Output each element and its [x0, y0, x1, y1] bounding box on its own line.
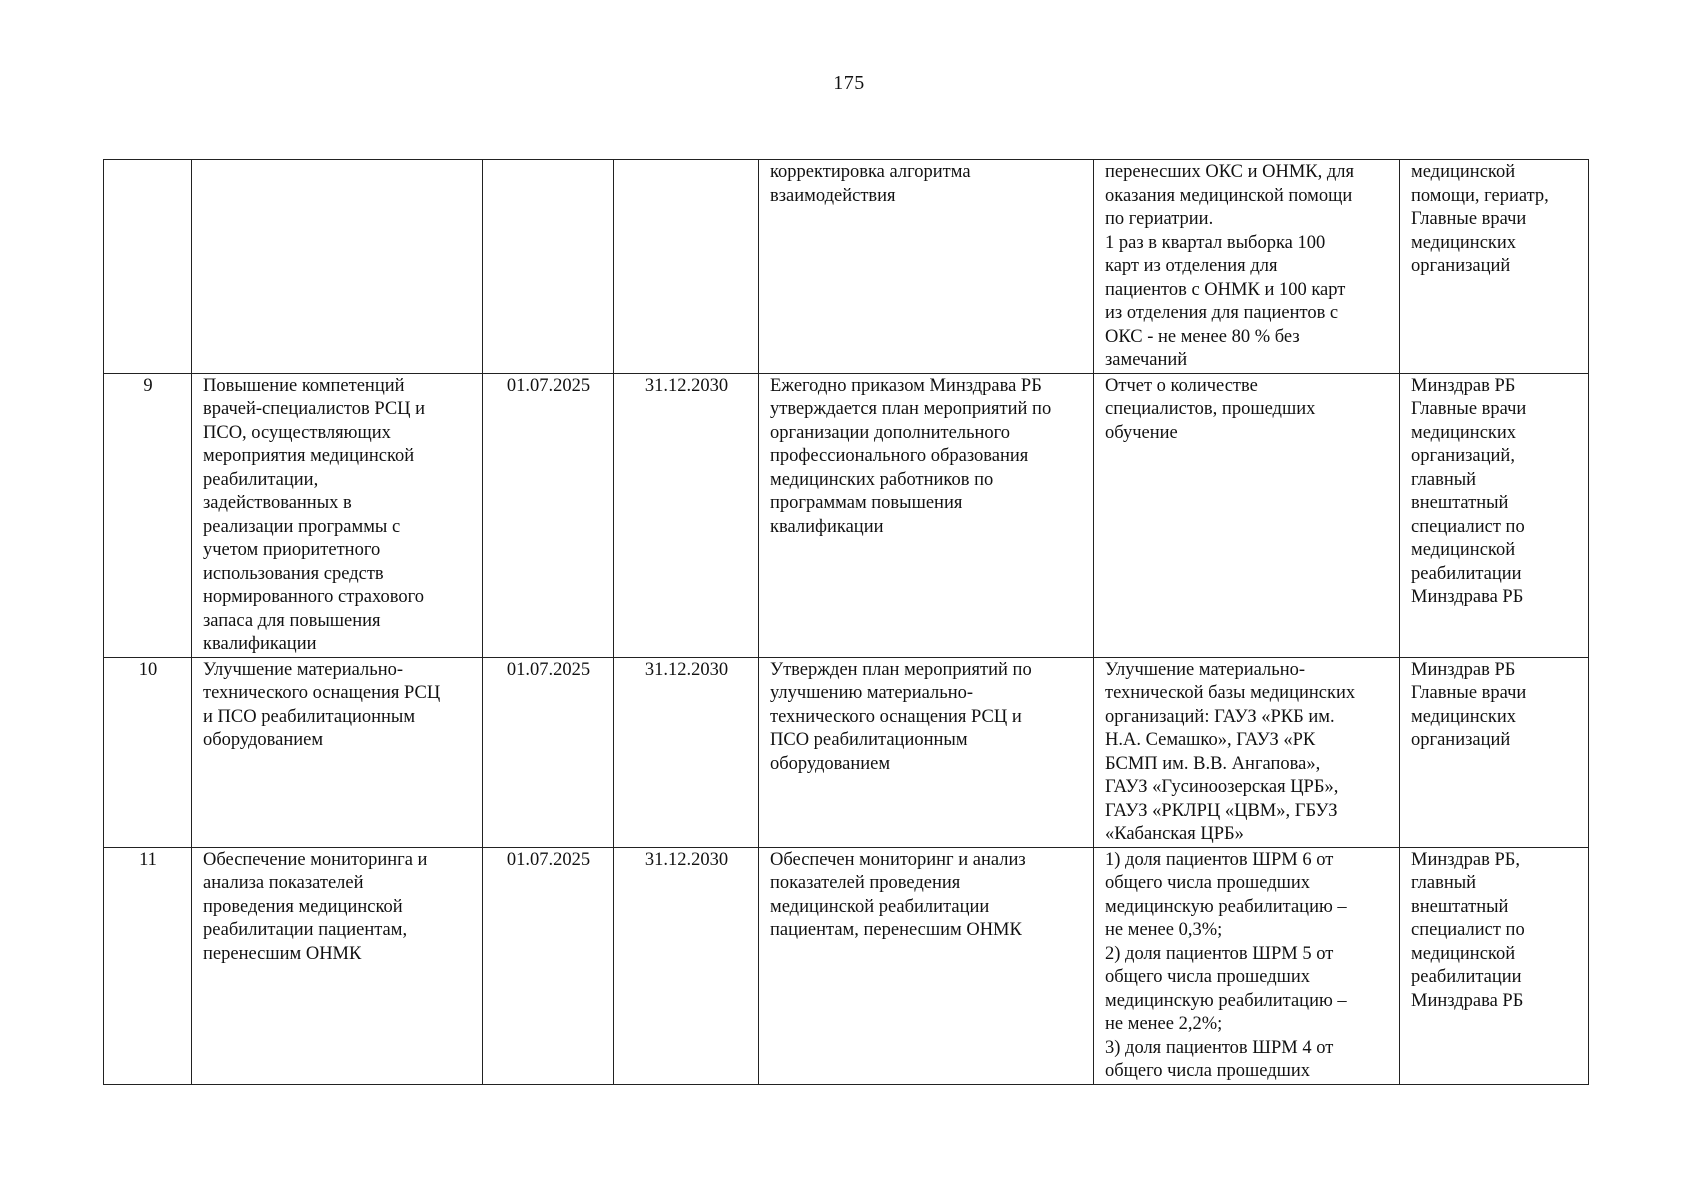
- text-line: Главные врачи: [1411, 399, 1527, 419]
- row-number: 9: [104, 373, 192, 657]
- text-line: организации дополнительного: [770, 422, 1011, 443]
- indicator-cell: [1094, 657, 1400, 847]
- responsible-cell: [1400, 657, 1589, 847]
- table-row: [104, 847, 1589, 1084]
- end-date-cell: 31.12.2030: [614, 847, 759, 1084]
- text-line: реабилитации: [1411, 563, 1522, 584]
- activity-name-cell: [192, 373, 483, 657]
- table-row: [104, 160, 1589, 374]
- text-line: БСМП им. В.В. Ангапова»,: [1105, 753, 1321, 774]
- text-line: нормированного страхового: [203, 587, 424, 607]
- text-line: медицинскую реабилитацию –: [1105, 990, 1347, 1011]
- text-line: обучение: [1105, 422, 1178, 443]
- text-line: внештатный: [1411, 896, 1509, 917]
- text-line: Утвержден план мероприятий по: [770, 659, 1032, 680]
- text-line: по гериатрии.: [1105, 209, 1214, 229]
- text-line: Минздрав РБ: [1411, 375, 1516, 396]
- text-line: Минздрав РБ,: [1411, 849, 1520, 870]
- text-line: задействованных в: [203, 493, 352, 513]
- text-line: перенесших ОКС и ОНМК, для: [1105, 162, 1355, 182]
- indicator-cell: [1094, 160, 1400, 374]
- text-line: пациентам, перенесшим ОНМК: [770, 920, 1022, 940]
- expected-result-cell: [759, 160, 1094, 374]
- page-number: 175: [833, 72, 865, 94]
- text-line: оборудованием: [770, 753, 891, 774]
- end-date-cell: 31.12.2030: [614, 373, 759, 657]
- text-line: 1) доля пациентов ШРМ 6 от: [1105, 849, 1334, 870]
- text-line: специалистов, прошедших: [1105, 399, 1316, 419]
- expected-result-cell: [759, 373, 1094, 657]
- end-date-cell: [614, 160, 759, 374]
- text-line: общего числа прошедших: [1105, 967, 1311, 987]
- text-line: Минздрав РБ: [1411, 659, 1516, 680]
- text-line: проведения медицинской: [203, 896, 403, 917]
- start-date-cell: [483, 160, 614, 374]
- text-line: общего числа прошедших: [1105, 873, 1311, 893]
- text-line: специалист по: [1411, 920, 1525, 940]
- row-number: 11: [104, 847, 192, 1084]
- text-line: перенесшим ОНМК: [203, 943, 362, 964]
- responsible-cell: [1400, 160, 1589, 374]
- text-line: и ПСО реабилитационным: [203, 706, 416, 727]
- text-line: Ежегодно приказом Минздрава РБ: [770, 375, 1042, 396]
- text-line: организаций: [1411, 730, 1511, 750]
- text-line: учетом приоритетного: [203, 540, 381, 560]
- responsible-cell: [1400, 847, 1589, 1084]
- text-line: технического оснащения РСЦ и: [770, 706, 1022, 727]
- text-line: ГАУЗ «РКЛРЦ «ЦВМ», ГБУЗ: [1105, 800, 1338, 821]
- text-line: Н.А. Семашко», ГАУЗ «РК: [1105, 730, 1316, 750]
- text-line: медицинских: [1411, 422, 1517, 443]
- activity-name-cell: [192, 160, 483, 374]
- text-line: главный: [1411, 873, 1477, 893]
- text-line: показателей проведения: [770, 873, 961, 893]
- text-line: ГАУЗ «Гусиноозерская ЦРБ»,: [1105, 777, 1339, 797]
- text-line: Отчет о количестве: [1105, 375, 1258, 396]
- text-line: 1 раз в квартал выборка 100: [1105, 232, 1326, 253]
- end-date-cell: 31.12.2030: [614, 657, 759, 847]
- text-line: из отделения для пациентов с: [1105, 303, 1339, 323]
- text-line: мероприятия медицинской: [203, 446, 415, 466]
- start-date-cell: 01.07.2025: [483, 847, 614, 1084]
- text-line: «Кабанская ЦРБ»: [1105, 824, 1244, 844]
- text-line: Минздрава РБ: [1411, 587, 1524, 607]
- text-line: врачей-специалистов РСЦ и: [203, 399, 426, 419]
- text-line: квалификации: [770, 516, 884, 537]
- text-line: реабилитации пациентам,: [203, 920, 408, 940]
- text-line: ОКС - не менее 80 % без: [1105, 326, 1300, 347]
- activities-table: [103, 159, 1589, 1085]
- text-line: запаса для повышения: [203, 610, 381, 631]
- text-line: специалист по: [1411, 516, 1525, 537]
- text-line: Обеспечение мониторинга и: [203, 849, 428, 870]
- text-line: улучшению материально-: [770, 683, 974, 703]
- text-line: анализа показателей: [203, 873, 364, 893]
- text-line: организаций: ГАУЗ «РКБ им.: [1105, 706, 1335, 727]
- text-line: ПСО реабилитационным: [770, 730, 968, 750]
- text-line: оказания медицинской помощи: [1105, 185, 1353, 206]
- indicator-cell: [1094, 373, 1400, 657]
- table-row: [104, 657, 1589, 847]
- responsible-cell: [1400, 373, 1589, 657]
- text-line: Главные врачи: [1411, 683, 1527, 703]
- activity-name-cell: [192, 847, 483, 1084]
- text-line: профессионального образования: [770, 446, 1029, 466]
- indicator-cell: [1094, 847, 1400, 1084]
- text-line: технического оснащения РСЦ: [203, 683, 441, 703]
- text-line: 3) доля пациентов ШРМ 4 от: [1105, 1037, 1334, 1058]
- text-line: медицинскую реабилитацию –: [1105, 896, 1347, 917]
- text-line: карт из отделения для: [1105, 256, 1278, 276]
- text-line: Улучшение материально-: [203, 659, 404, 680]
- text-line: взаимодействия: [770, 185, 896, 206]
- text-line: организаций,: [1411, 446, 1515, 466]
- text-line: технической базы медицинских: [1105, 683, 1356, 703]
- text-line: замечаний: [1105, 350, 1188, 370]
- text-line: пациентов с ОНМК и 100 карт: [1105, 279, 1346, 300]
- text-line: утверждается план мероприятий по: [770, 399, 1052, 419]
- text-line: помощи, гериатр,: [1411, 185, 1549, 206]
- start-date-cell: 01.07.2025: [483, 373, 614, 657]
- text-line: Повышение компетенций: [203, 375, 405, 396]
- start-date-cell: 01.07.2025: [483, 657, 614, 847]
- table-row: [104, 373, 1589, 657]
- text-line: не менее 2,2%;: [1105, 1014, 1223, 1034]
- text-line: медицинских работников по: [770, 469, 994, 490]
- text-line: квалификации: [203, 634, 317, 654]
- text-line: общего числа прошедших: [1105, 1061, 1311, 1081]
- text-line: не менее 0,3%;: [1105, 920, 1223, 940]
- text-line: Минздрава РБ: [1411, 990, 1524, 1011]
- expected-result-cell: [759, 657, 1094, 847]
- text-line: медицинской: [1411, 162, 1516, 182]
- row-number: [104, 160, 192, 374]
- text-line: реализации программы с: [203, 516, 401, 537]
- expected-result-cell: [759, 847, 1094, 1084]
- row-number: 10: [104, 657, 192, 847]
- text-line: медицинской: [1411, 943, 1516, 964]
- activity-name-cell: [192, 657, 483, 847]
- text-line: корректировка алгоритма: [770, 162, 971, 182]
- text-line: медицинских: [1411, 706, 1517, 727]
- text-line: Обеспечен мониторинг и анализ: [770, 849, 1026, 870]
- text-line: 2) доля пациентов ШРМ 5 от: [1105, 943, 1334, 964]
- text-line: медицинской: [1411, 540, 1516, 560]
- text-line: медицинской реабилитации: [770, 896, 990, 917]
- text-line: Главные врачи: [1411, 209, 1527, 229]
- text-line: главный: [1411, 469, 1477, 490]
- text-line: оборудованием: [203, 730, 324, 750]
- text-line: медицинских: [1411, 232, 1517, 253]
- text-line: реабилитации: [1411, 967, 1522, 987]
- text-line: Улучшение материально-: [1105, 659, 1306, 680]
- text-line: внештатный: [1411, 493, 1509, 513]
- text-line: ПСО, осуществляющих: [203, 422, 391, 443]
- text-line: использования средств: [203, 563, 384, 584]
- text-line: реабилитации,: [203, 469, 319, 490]
- text-line: программам повышения: [770, 493, 963, 513]
- text-line: организаций: [1411, 256, 1511, 276]
